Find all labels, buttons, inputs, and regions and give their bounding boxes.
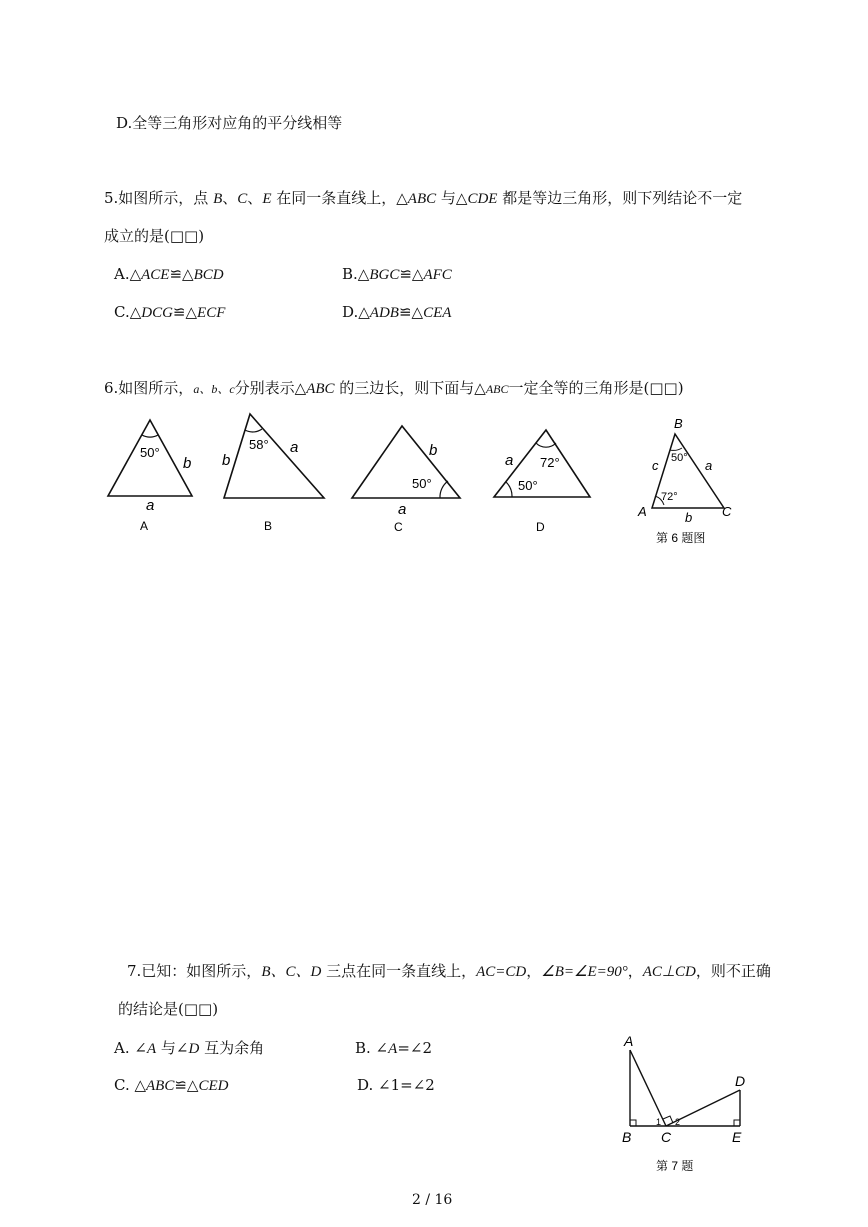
q7-stem-line1 xyxy=(127,961,771,982)
q5-option-d xyxy=(342,302,451,323)
side-label: c xyxy=(652,458,659,473)
q5-stem-line1 xyxy=(104,188,742,209)
angle-label: 50° xyxy=(671,452,688,464)
var: BGC xyxy=(369,267,400,283)
side-label: b xyxy=(222,452,231,469)
text: ≌△ xyxy=(174,1076,199,1094)
figure-caption: B xyxy=(264,519,273,533)
q7-figure xyxy=(612,1030,762,1180)
text: ≌△ xyxy=(172,303,198,321)
q7-stem-line2: 的结论是(□□) xyxy=(118,1000,219,1018)
var: ABC xyxy=(407,191,437,207)
q6-figure-a xyxy=(100,412,200,536)
text: C.△ xyxy=(114,303,142,321)
q5-option-c xyxy=(114,302,225,323)
text: 互为余角 xyxy=(199,1039,265,1057)
figure-caption: 第 7 题 xyxy=(656,1159,694,1173)
var: AC=CD xyxy=(476,964,527,980)
text: 一定全等的三角形是(□□) xyxy=(508,379,684,397)
var: ECF xyxy=(197,305,226,321)
triangle xyxy=(224,414,324,498)
side-label: b xyxy=(183,455,192,472)
side-label: a xyxy=(290,439,299,456)
var: A xyxy=(146,1041,157,1057)
text: A.△ xyxy=(114,265,142,283)
vertex-label: B xyxy=(622,1129,632,1145)
text: D.△ xyxy=(342,303,370,321)
text: 与∠ xyxy=(156,1039,189,1057)
var: DCG xyxy=(141,305,173,321)
angle-label: 50° xyxy=(140,445,160,460)
text: B.△ xyxy=(342,265,370,283)
var: ACE xyxy=(141,267,170,283)
text: 的三边长，则下面与△ xyxy=(334,379,486,397)
figure-caption: D xyxy=(536,520,545,534)
text: ≌△ xyxy=(399,265,424,283)
text: =∠2 xyxy=(397,1039,432,1057)
right-angle-b xyxy=(630,1120,636,1126)
text: 与△ xyxy=(436,189,468,207)
figure-caption: C xyxy=(394,520,403,534)
angle-label: 72° xyxy=(661,491,678,503)
var: CED xyxy=(198,1078,229,1094)
text: ， xyxy=(627,962,643,980)
angle-arc xyxy=(670,448,682,450)
text: 三点在同一条直线上， xyxy=(321,962,477,980)
vertex-label: A xyxy=(624,1033,634,1049)
var: B、C、D xyxy=(261,964,322,980)
var: B xyxy=(213,191,223,207)
q7-option-c xyxy=(114,1075,228,1096)
vertex-label: C xyxy=(722,504,732,519)
var: E xyxy=(262,191,272,207)
text: ≌△ xyxy=(398,303,424,321)
var: AC⊥CD xyxy=(642,964,696,980)
text: ， xyxy=(526,962,542,980)
var: C xyxy=(237,191,248,207)
q7-option-b xyxy=(355,1038,432,1059)
q6-figure-b xyxy=(214,408,332,536)
angle-number: 1 xyxy=(656,1117,662,1127)
text: B. ∠ xyxy=(355,1039,389,1057)
figure-caption: A xyxy=(140,519,149,533)
vertex-label: A xyxy=(638,504,647,519)
triangle xyxy=(352,426,460,498)
segment-ac xyxy=(630,1050,666,1126)
q5-option-a xyxy=(114,264,224,285)
text: 分别表示△ xyxy=(234,379,307,397)
text: 都是等边三角形，则下列结论不一定 xyxy=(497,189,743,207)
angle-label: 58° xyxy=(249,437,269,452)
text: ，则不正确 xyxy=(695,962,771,980)
var: A xyxy=(388,1041,398,1057)
var: CDE xyxy=(467,191,498,207)
q5-option-b xyxy=(342,264,452,285)
vertex-label: E xyxy=(732,1129,742,1145)
angle-label: 50° xyxy=(518,478,538,493)
var: ADB xyxy=(369,305,399,321)
vertex-label: B xyxy=(674,416,683,431)
side-label: a xyxy=(705,458,713,473)
var: AFC xyxy=(423,267,452,283)
figure-caption: 第 6 题图 xyxy=(656,531,706,545)
q6-figure-c xyxy=(346,420,466,536)
q7-option-a xyxy=(114,1038,264,1059)
q5-stem-line2: 成立的是(□□) xyxy=(104,227,205,245)
text: 6.如图所示， xyxy=(104,379,194,397)
var: D xyxy=(188,1041,200,1057)
angle-label: 50° xyxy=(412,476,432,491)
angle-arc xyxy=(506,482,512,497)
right-angle-e xyxy=(734,1120,740,1126)
side-label: a xyxy=(398,501,407,518)
var: ABC xyxy=(306,381,335,397)
text: A. ∠ xyxy=(114,1039,147,1057)
angle-label: 72° xyxy=(540,455,560,470)
text: 、 xyxy=(222,189,238,207)
vertex-label: D xyxy=(735,1073,746,1089)
text: 在同一条直线上，△ xyxy=(271,189,408,207)
q6-stem xyxy=(104,378,684,399)
text: C. △ xyxy=(114,1076,147,1094)
q6-figure-d xyxy=(488,424,594,536)
var: a、b、c xyxy=(193,382,235,396)
var: ABC xyxy=(485,382,509,396)
side-label: b xyxy=(429,442,438,459)
q7-option-d: D. ∠1=∠2 xyxy=(357,1076,435,1094)
angle-arc xyxy=(440,481,448,498)
side-label: b xyxy=(685,510,693,525)
var: BCD xyxy=(193,267,224,283)
angle-arc xyxy=(245,429,262,432)
q4-option-d: D.全等三角形对应角的平分线相等 xyxy=(116,114,343,132)
angle-number: 2 xyxy=(675,1117,681,1127)
q6-reference-figure xyxy=(630,412,742,548)
vertex-label: C xyxy=(661,1129,672,1145)
side-label: a xyxy=(505,452,514,469)
angle-arc xyxy=(536,443,556,447)
var: CEA xyxy=(423,305,452,321)
text: 7.已知：如图所示， xyxy=(127,962,262,980)
var: ∠B=∠E=90° xyxy=(541,964,628,980)
text: ≌△ xyxy=(169,265,194,283)
var: ABC xyxy=(146,1078,175,1094)
angle-arc xyxy=(142,435,158,437)
text: 5.如图所示，点 xyxy=(104,189,214,207)
side-label: a xyxy=(146,497,155,514)
text: 、 xyxy=(247,189,263,207)
page-number: 2 / 16 xyxy=(412,1192,453,1208)
